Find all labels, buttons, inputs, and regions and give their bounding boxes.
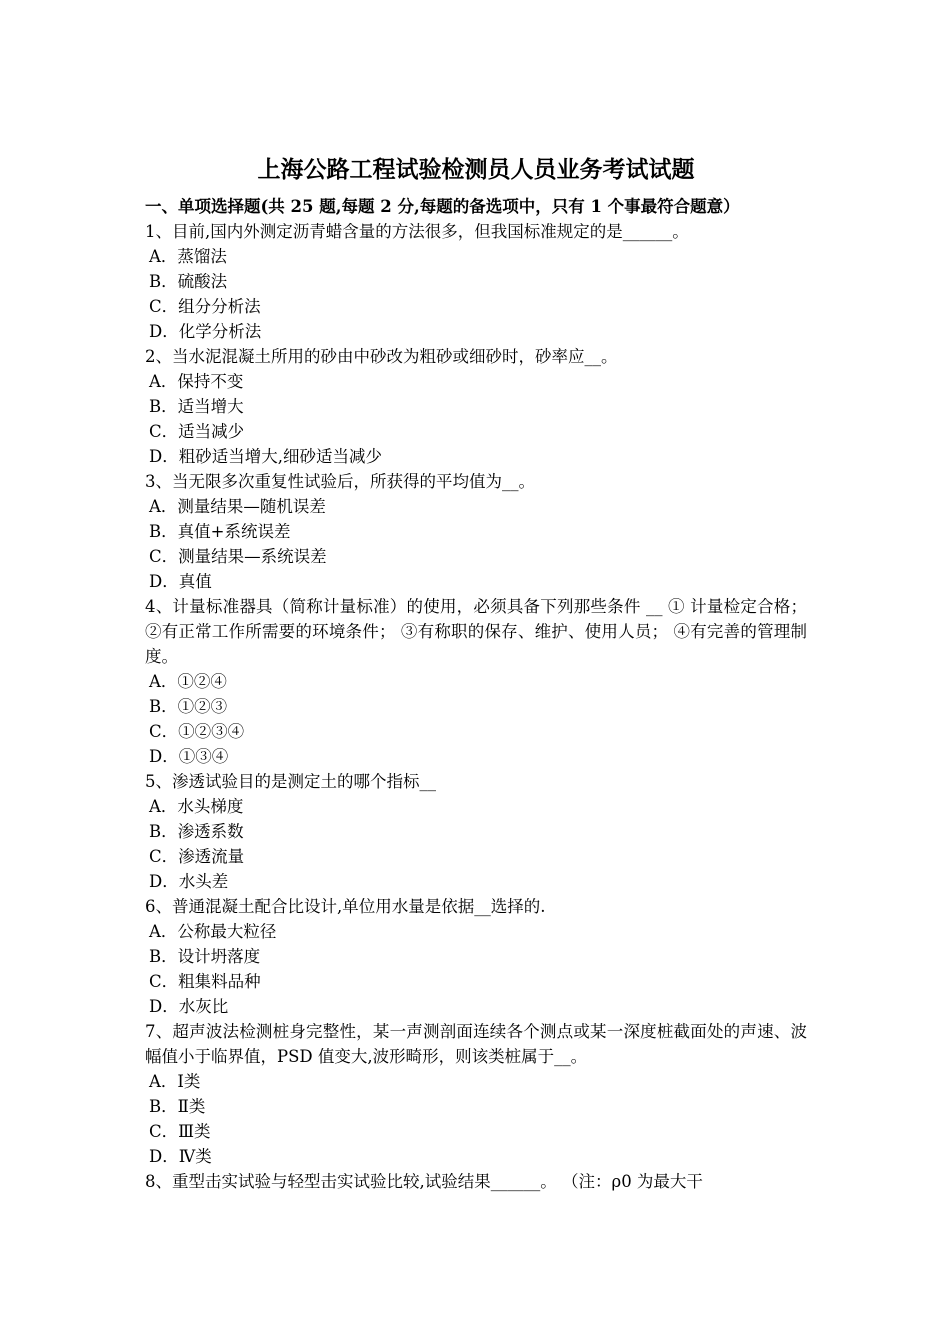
option-b: B．渗透系数 [149,822,244,841]
question-text: 8、重型击实试验与轻型击实试验比较,试验结果______。 （注：ρ0 为最大干 [145,1172,703,1191]
option-c: C．组分分析法 [149,297,261,316]
option-d: D．真值 [149,572,212,591]
option-b: B．Ⅱ类 [149,1097,206,1116]
option-a: A．蒸馏法 [149,247,227,266]
option-c: C．粗集料品种 [149,972,261,991]
section-heading: 一、单项选择题(共 25 题,每题 2 分,每题的备选项中，只有 1 个事最符合题意） [145,197,740,216]
option-d: D．①③④ [149,747,229,766]
option-c: C．适当减少 [149,422,245,441]
question-text: 2、当水泥混凝土所用的砂由中砂改为粗砂或细砂时，砂率应__。 [145,347,618,366]
question-text: 6、普通混凝土配合比设计,单位用水量是依据__选择的. [145,897,546,916]
question-4 [145,594,807,769]
question-1 [145,219,807,344]
option-a: A．水头梯度 [149,797,244,816]
option-b: B．①②③ [149,697,228,716]
option-b: B．适当增大 [149,397,244,416]
option-a: A．①②④ [149,672,227,691]
option-c: C．渗透流量 [149,847,245,866]
question-5 [145,769,807,894]
question-text: 3、当无限多次重复性试验后，所获得的平均值为__。 [145,472,535,491]
option-d: D．水灰比 [149,997,229,1016]
option-d: D．水头差 [149,872,229,891]
option-b: B．硫酸法 [149,272,228,291]
question-3 [145,469,807,594]
option-b: B．设计坍落度 [149,947,261,966]
question-text: 7、超声波法检测桩身完整性，某一声测剖面连续各个测点或某一深度桩截面处的声速、波幅值小于临界值，PSD 值变大,波形畸形，则该类桩属于__。 [145,1022,807,1066]
document-title: 上海公路工程试验检测员人员业务考试试题 [257,156,695,183]
question-text: 1、目前,国内外测定沥青蜡含量的方法很多，但我国标准规定的是______。 [145,222,689,241]
question-text: 5、渗透试验目的是测定土的哪个指标__ [145,772,436,791]
option-a: A．公称最大粒径 [149,922,277,941]
option-a: A．保持不变 [149,372,244,391]
question-6 [145,894,807,1019]
option-d: D．化学分析法 [149,322,262,341]
question-2 [145,344,807,469]
option-b: B．真值+系统误差 [149,522,291,541]
question-7 [145,1019,807,1169]
option-a: A．测量结果—随机误差 [149,497,326,516]
option-c: C．①②③④ [149,722,245,741]
option-a: A．Ⅰ类 [149,1072,201,1091]
document-page [145,150,807,1194]
option-c: C．Ⅲ类 [149,1122,211,1141]
question-text: 4、计量标准器具（简称计量标准）的使用，必须具备下列那些条件 __ ① 计量检定合格； ②有正常工作所需要的环境条件； ③有称职的保存、维护、使用人员； ④有完善的管理制度。 [145,597,807,666]
option-d: D．Ⅳ类 [149,1147,212,1166]
question-8 [145,1169,807,1194]
option-c: C．测量结果—系统误差 [149,547,327,566]
option-d: D．粗砂适当增大,细砂适当减少 [149,447,382,466]
